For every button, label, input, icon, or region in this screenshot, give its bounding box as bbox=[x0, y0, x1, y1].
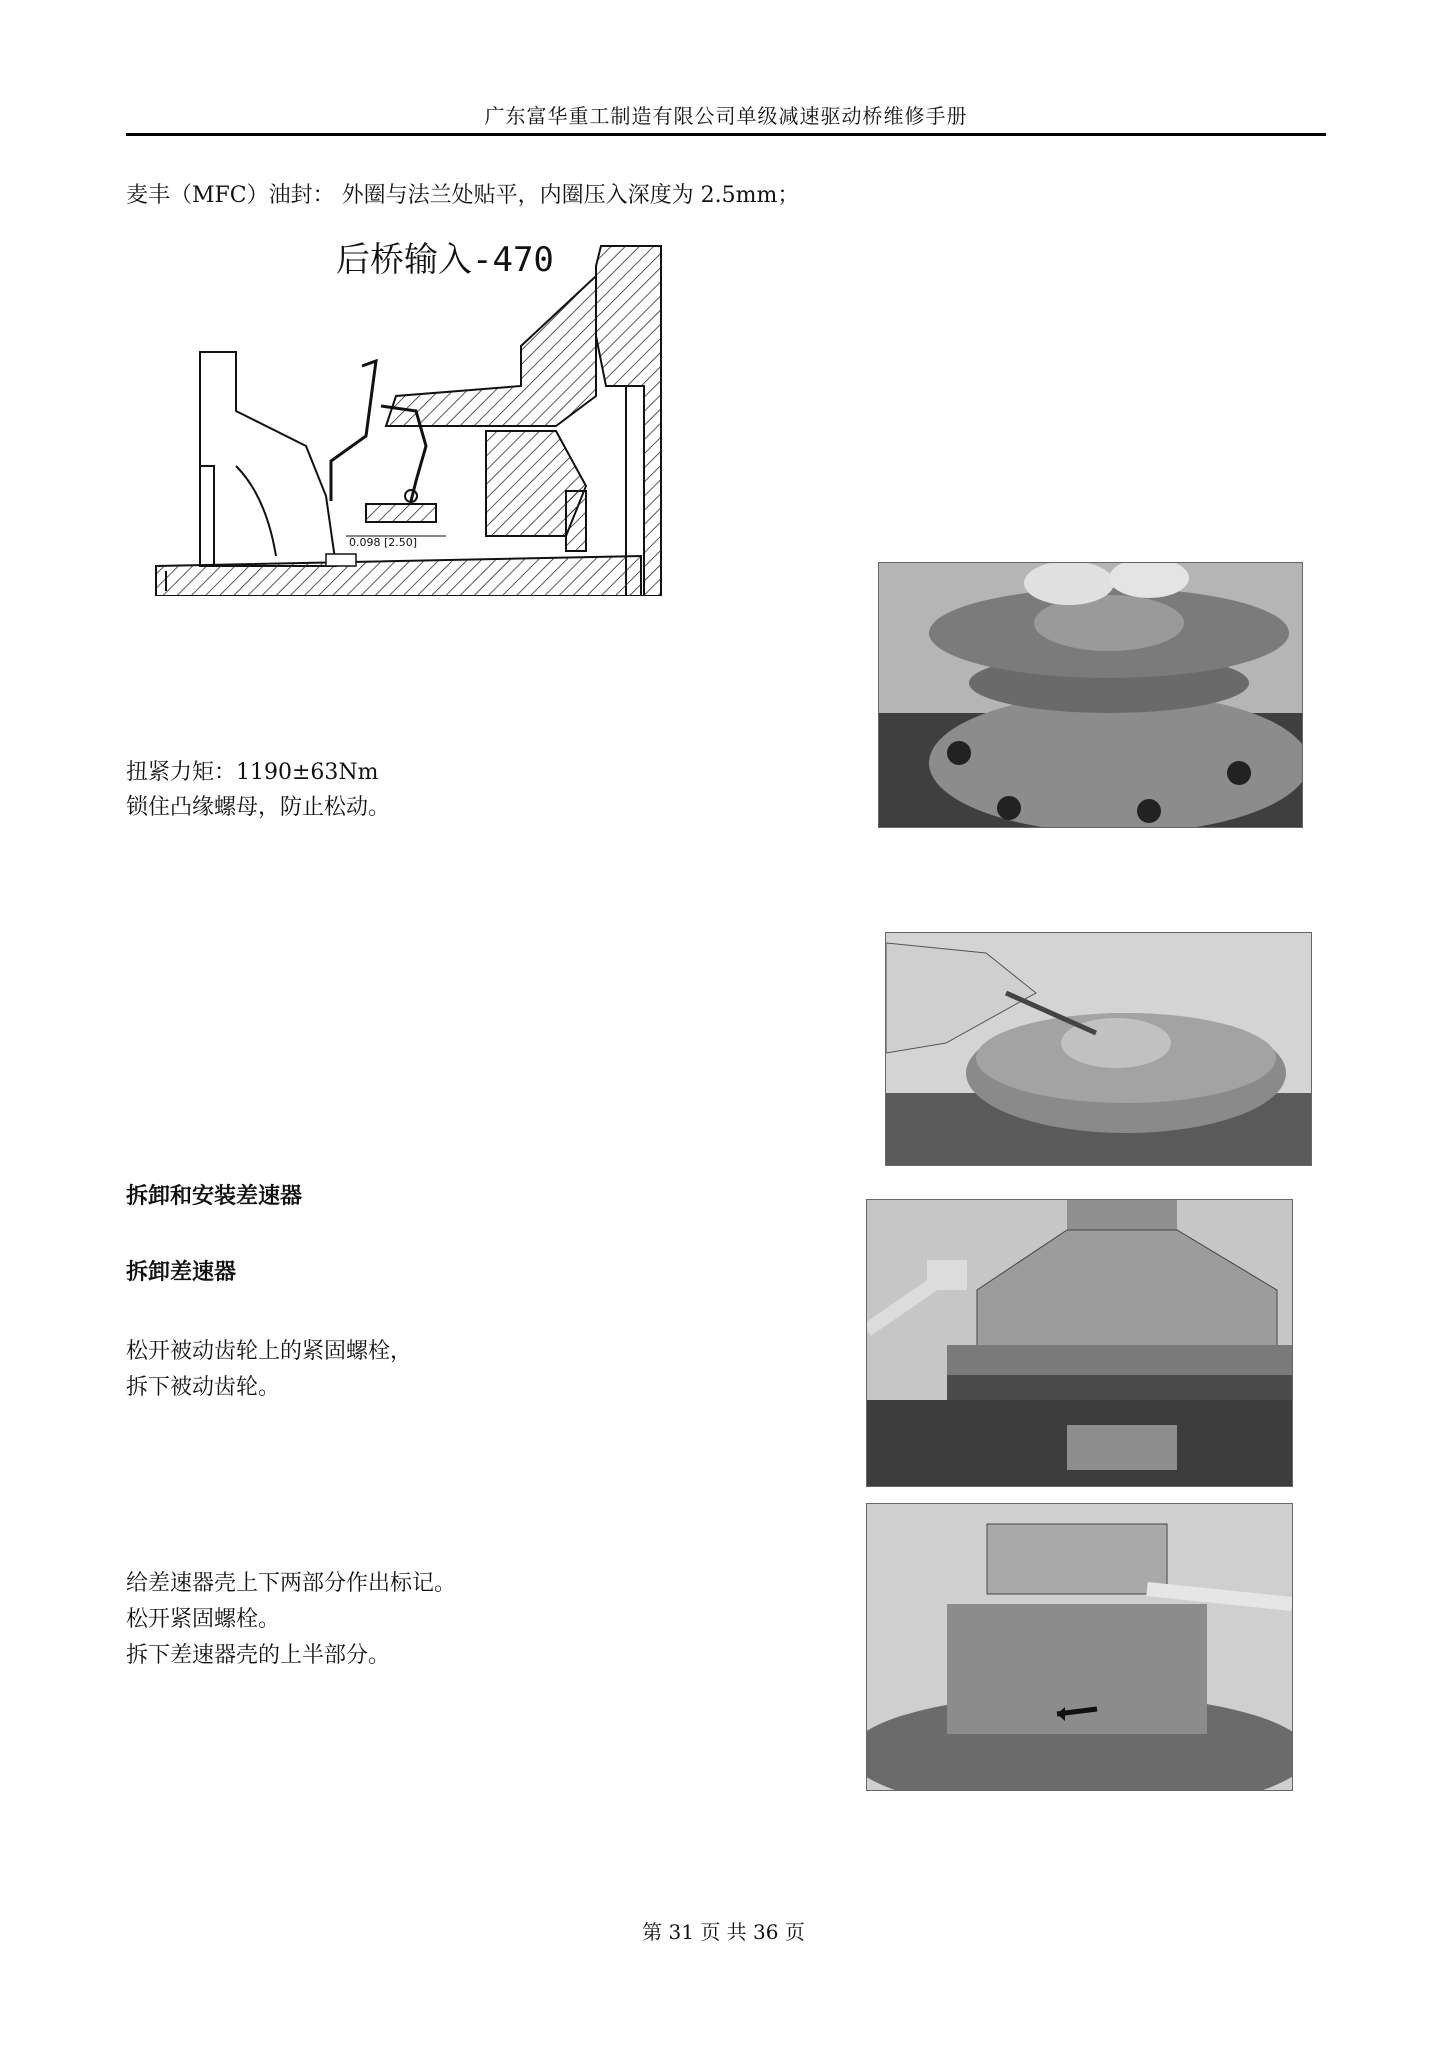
diagram-dimension: 0.098 [2.50] bbox=[349, 536, 418, 549]
torque-spec-text: 扭紧力矩：1190±63Nm bbox=[126, 760, 379, 785]
step2-line1: 给差速器壳上下两部分作出标记。 bbox=[126, 1571, 457, 1596]
flange-nut-photo bbox=[878, 562, 1303, 828]
lock-nut-tool-photo bbox=[885, 932, 1312, 1166]
step2-line3: 拆下差速器壳的上半部分。 bbox=[126, 1643, 391, 1668]
header-rule bbox=[126, 133, 1326, 136]
differential-case-photo bbox=[866, 1503, 1293, 1791]
driven-gear-removal-photo bbox=[866, 1199, 1293, 1487]
step1-line1: 松开被动齿轮上的紧固螺栓， bbox=[126, 1339, 413, 1364]
diagram-title: 后桥输入-470 bbox=[336, 240, 554, 280]
seal-spec-text: 麦丰（MFC）油封： 外圈与法兰处贴平，内圈压入深度为 2.5mm； bbox=[126, 183, 800, 208]
page-header: 广东富华重工制造有限公司单级减速驱动桥维修手册 bbox=[484, 104, 968, 128]
lock-nut-text: 锁住凸缘螺母，防止松动。 bbox=[126, 795, 391, 820]
seal-cross-section-diagram bbox=[126, 236, 666, 596]
step1-line2: 拆下被动齿轮。 bbox=[126, 1375, 281, 1400]
page-footer: 第 31 页 共 36 页 bbox=[642, 1920, 805, 1944]
step2-line2: 松开紧固螺栓。 bbox=[126, 1607, 281, 1632]
section-subtitle: 拆卸差速器 bbox=[126, 1259, 237, 1285]
section-title: 拆卸和安装差速器 bbox=[126, 1183, 303, 1209]
